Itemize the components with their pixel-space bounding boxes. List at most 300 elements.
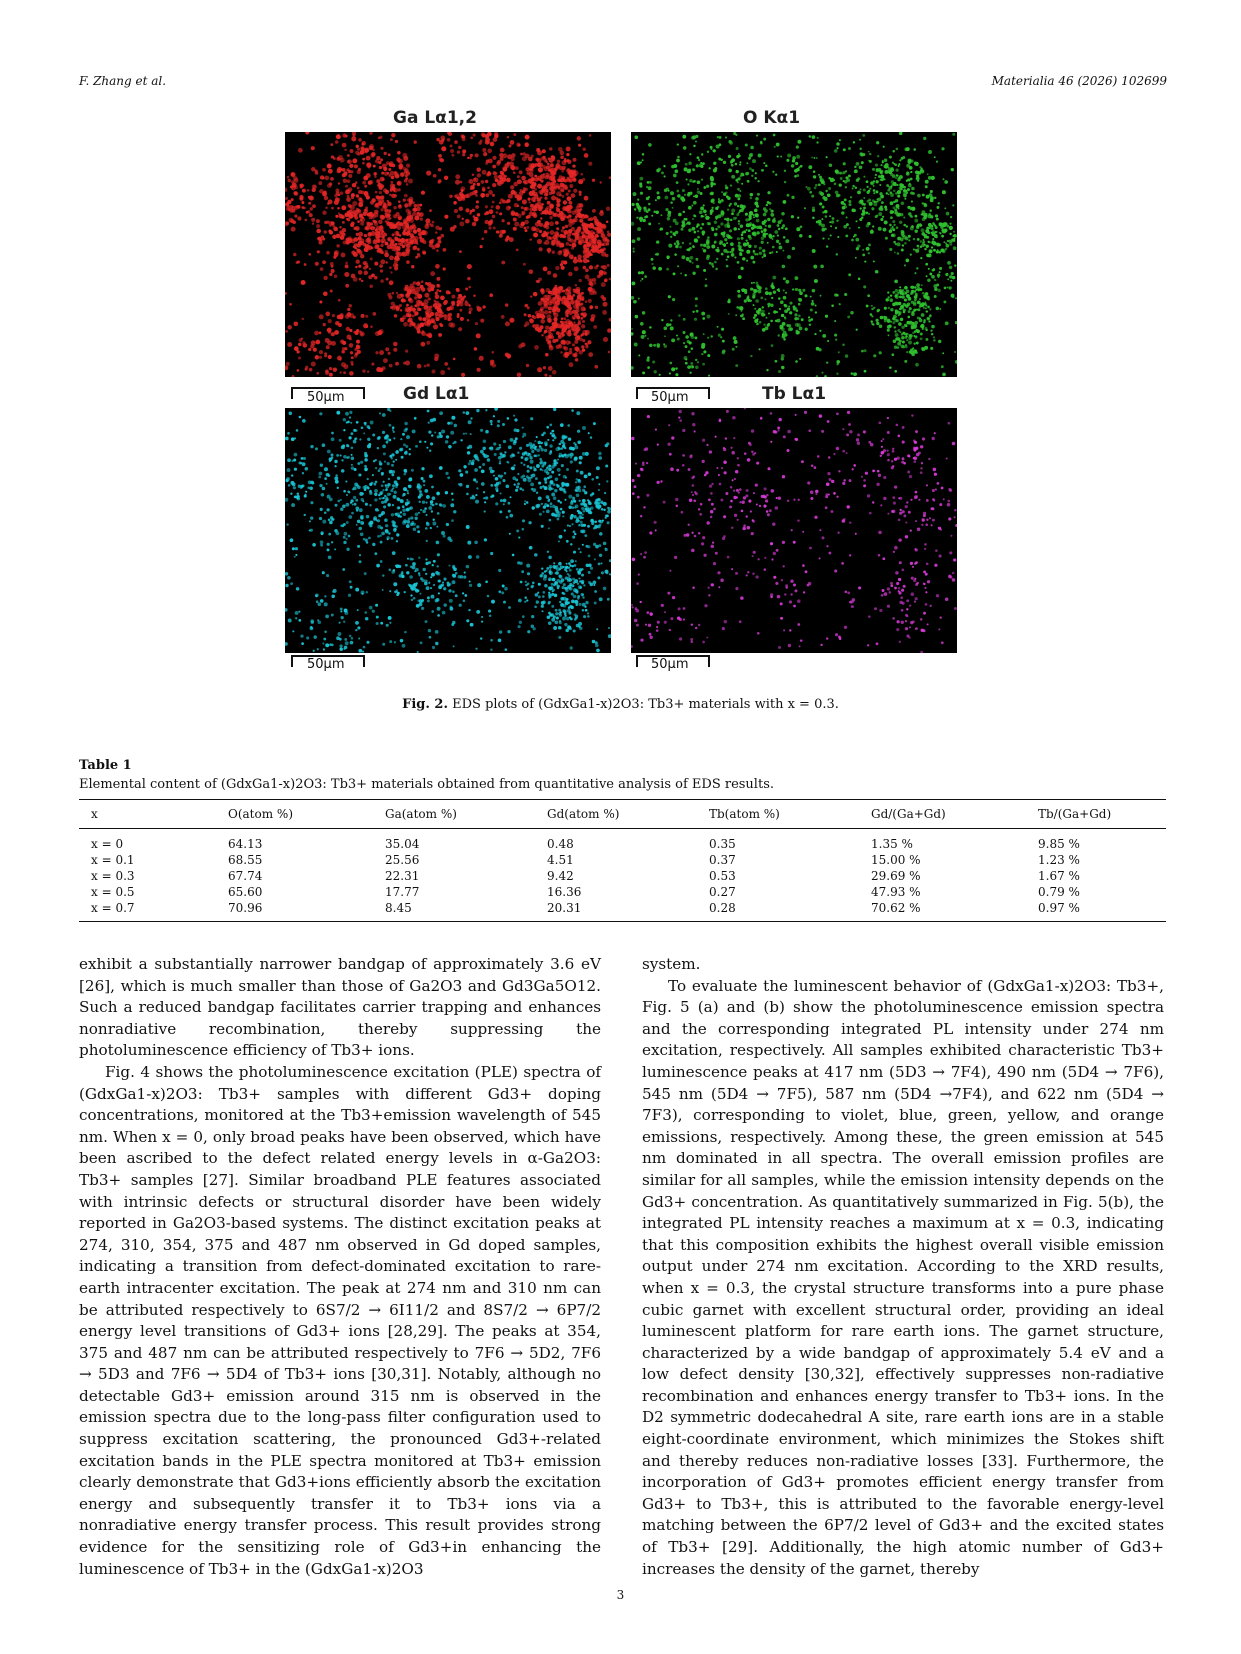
eds-speckle xyxy=(501,315,505,319)
eds-speckle xyxy=(331,265,334,268)
eds-speckle xyxy=(376,156,380,160)
eds-speckle xyxy=(326,345,330,349)
eds-speckle xyxy=(776,251,778,253)
eds-speckle xyxy=(605,238,608,241)
eds-speckle xyxy=(375,191,378,194)
eds-speckle xyxy=(722,235,725,238)
scale-label: 50μm xyxy=(307,390,345,405)
eds-speckle xyxy=(436,284,439,287)
eds-speckle xyxy=(675,231,678,234)
eds-speckle xyxy=(928,176,932,180)
eds-speckle xyxy=(557,178,561,182)
eds-speckle xyxy=(531,155,534,158)
eds-speckle xyxy=(419,308,422,311)
eds-speckle xyxy=(925,307,927,309)
eds-speckle xyxy=(568,290,571,293)
eds-speckle xyxy=(683,331,686,334)
eds-speckle xyxy=(795,276,799,280)
eds-speckle xyxy=(810,296,812,298)
eds-speckle xyxy=(771,297,773,299)
eds-speckle xyxy=(325,369,329,373)
eds-speckle xyxy=(858,227,860,229)
eds-speckle xyxy=(440,158,444,162)
eds-speckle xyxy=(386,216,390,220)
eds-speckle xyxy=(310,344,314,348)
eds-speckle xyxy=(507,136,510,139)
eds-speckle xyxy=(688,228,691,231)
eds-speckle xyxy=(462,137,466,141)
eds-speckle xyxy=(651,258,654,261)
eds-speckle xyxy=(594,282,597,285)
eds-speckle xyxy=(773,291,776,294)
eds-speckle xyxy=(533,233,538,238)
eds-speckle xyxy=(633,192,637,196)
eds-speckle xyxy=(473,177,478,182)
eds-speckle xyxy=(689,260,692,263)
eds-speckle xyxy=(799,234,802,237)
eds-speckle xyxy=(814,187,817,190)
eds-speckle xyxy=(462,149,466,153)
eds-speckle xyxy=(432,221,435,224)
eds-speckle xyxy=(328,319,332,323)
eds-speckle xyxy=(375,331,380,336)
eds-speckle xyxy=(815,305,817,307)
eds-speckle xyxy=(682,222,685,225)
eds-speckle xyxy=(521,206,524,209)
eds-speckle xyxy=(911,200,913,202)
eds-speckle xyxy=(753,316,755,318)
eds-speckle xyxy=(549,344,553,348)
eds-speckle xyxy=(492,194,495,197)
eds-speckle xyxy=(920,337,923,340)
eds-speckle xyxy=(784,181,786,183)
eds-speckle xyxy=(775,360,778,363)
eds-speckle xyxy=(632,239,636,243)
eds-speckle xyxy=(756,205,759,208)
eds-speckle xyxy=(513,171,516,174)
eds-speckle xyxy=(564,321,567,324)
eds-speckle xyxy=(406,226,409,229)
eds-speckle xyxy=(315,171,319,175)
eds-speckle xyxy=(420,217,423,220)
eds-speckle xyxy=(655,211,658,214)
eds-speckle xyxy=(701,215,704,218)
eds-speckle xyxy=(785,280,789,284)
eds-speckle xyxy=(927,279,931,283)
eds-speckle xyxy=(917,238,920,241)
eds-speckle xyxy=(777,234,779,236)
eds-speckle xyxy=(379,166,382,169)
eds-speckle xyxy=(450,149,454,153)
eds-speckle xyxy=(674,253,677,256)
eds-speckle xyxy=(569,238,573,242)
eds-speckle xyxy=(943,178,945,180)
eds-speckle xyxy=(913,248,915,250)
eds-speckle xyxy=(356,208,360,212)
eds-speckle xyxy=(425,282,428,285)
eds-speckle xyxy=(721,253,724,256)
eds-speckle xyxy=(531,315,534,318)
eds-speckle xyxy=(330,143,333,146)
eds-speckle xyxy=(684,167,688,171)
eds-speckle xyxy=(342,133,346,137)
eds-speckle xyxy=(719,136,722,139)
eds-speckle xyxy=(374,176,377,179)
eds-speckle xyxy=(312,222,314,224)
eds-speckle xyxy=(931,241,934,244)
eds-speckle xyxy=(903,235,907,239)
eds-speckle xyxy=(889,230,892,233)
eds-speckle xyxy=(705,284,708,287)
eds-speckle xyxy=(542,234,545,237)
eds-speckle xyxy=(462,153,465,156)
eds-speckle xyxy=(524,500,526,502)
eds-speckle xyxy=(768,225,771,228)
eds-speckle xyxy=(569,362,574,367)
eds-speckle xyxy=(700,165,703,168)
eds-speckle xyxy=(848,174,851,177)
eds-speckle xyxy=(585,236,589,240)
eds-speckle xyxy=(853,236,855,238)
eds-speckle xyxy=(537,197,542,202)
eds-speckle xyxy=(592,179,595,182)
eds-speckle xyxy=(408,203,412,207)
eds-speckle xyxy=(540,325,544,329)
eds-speckle xyxy=(301,280,306,285)
eds-speckle xyxy=(856,220,858,222)
eds-speckle xyxy=(473,215,476,218)
eds-speckle xyxy=(894,208,897,211)
eds-speckle xyxy=(349,580,352,583)
eds-speckle xyxy=(816,157,818,159)
eds-speckle xyxy=(403,322,408,327)
eds-speckle xyxy=(357,186,360,189)
eds-speckle xyxy=(914,295,918,299)
eds-speckle xyxy=(354,331,358,335)
eds-speckle xyxy=(391,306,396,311)
eds-speckle xyxy=(316,340,321,345)
eds-speckle xyxy=(581,345,584,348)
eds-speckle xyxy=(507,222,510,225)
eds-speckle xyxy=(740,225,743,228)
eds-speckle xyxy=(444,317,447,320)
eds-speckle xyxy=(344,272,349,277)
eds-speckle xyxy=(789,311,792,314)
eds-speckle xyxy=(908,310,911,313)
eds-speckle xyxy=(494,175,498,179)
eds-speckle xyxy=(910,178,913,181)
eds-speckle xyxy=(347,179,351,183)
eds-speckle xyxy=(566,153,569,156)
eds-speckle xyxy=(517,205,520,208)
eds-speckle xyxy=(381,172,384,175)
eds-speckle xyxy=(765,164,768,167)
eds-speckle xyxy=(748,235,751,238)
eds-speckle xyxy=(547,340,551,344)
eds-speckle xyxy=(389,194,392,197)
eds-speckle xyxy=(563,206,567,210)
eds-speckle xyxy=(883,228,887,232)
eds-speckle xyxy=(581,324,585,328)
eds-speckle xyxy=(845,234,848,237)
eds-speckle xyxy=(359,199,363,203)
eds-speckle xyxy=(543,187,546,190)
eds-speckle xyxy=(422,317,426,321)
eds-speckle xyxy=(549,221,554,226)
eds-speckle xyxy=(668,211,672,215)
eds-speckle xyxy=(811,157,813,159)
eds-speckle xyxy=(805,294,808,297)
eds-speckle xyxy=(781,227,784,230)
eds-speckle xyxy=(697,190,701,194)
eds-speckle xyxy=(331,269,335,273)
eds-speckle xyxy=(914,272,916,274)
eds-speckle xyxy=(601,282,606,287)
eds-speckle xyxy=(726,218,730,222)
eds-speckle xyxy=(736,306,738,308)
eds-speckle xyxy=(307,210,310,213)
eds-speckle xyxy=(316,224,320,228)
eds-speckle xyxy=(548,211,551,214)
eds-speckle xyxy=(640,322,644,326)
eds-speckle xyxy=(885,208,888,211)
eds-speckle xyxy=(541,180,543,182)
eds-speckle xyxy=(457,315,460,318)
eds-speckle xyxy=(706,240,709,243)
eds-speckle xyxy=(897,195,900,198)
eds-speckle xyxy=(885,170,889,174)
eds-speckle xyxy=(748,229,751,232)
eds-speckle xyxy=(460,186,465,191)
eds-speckle xyxy=(888,193,890,195)
eds-speckle xyxy=(934,279,937,282)
eds-speckle xyxy=(524,313,527,316)
eds-speckle xyxy=(784,304,787,307)
eds-speckle xyxy=(492,201,495,204)
eds-speckle xyxy=(873,354,876,357)
eds-speckle xyxy=(584,153,589,158)
eds-speckle xyxy=(707,151,709,153)
eds-speckle xyxy=(417,228,421,232)
eds-speckle xyxy=(758,225,762,229)
eds-speckle xyxy=(556,298,560,302)
eds-speckle xyxy=(901,157,904,160)
eds-speckle xyxy=(417,253,420,256)
eds-speckle xyxy=(895,295,898,298)
eds-speckle xyxy=(666,232,669,235)
eds-speckle xyxy=(894,330,896,332)
eds-speckle xyxy=(642,311,645,314)
eds-speckle xyxy=(756,219,760,223)
eds-speckle xyxy=(537,178,540,181)
eds-speckle xyxy=(340,231,344,235)
eds-speckle xyxy=(817,137,819,139)
eds-speckle xyxy=(573,219,576,222)
eds-speckle xyxy=(543,366,546,369)
eds-speckle xyxy=(734,256,736,258)
eds-speckle xyxy=(924,204,928,208)
eds-speckle xyxy=(936,218,939,221)
eds-speckle xyxy=(551,242,555,246)
eds-speckle xyxy=(763,162,765,164)
eds-speckle xyxy=(571,257,574,260)
eds-speckle xyxy=(356,340,360,344)
eds-speckle xyxy=(762,249,765,252)
eds-speckle xyxy=(691,347,693,349)
eds-speckle xyxy=(955,360,957,364)
eds-speckle xyxy=(750,300,752,302)
eds-speckle xyxy=(526,226,529,229)
eds-speckle xyxy=(737,198,740,201)
eds-speckle xyxy=(331,155,334,158)
eds-speckle xyxy=(571,247,574,250)
eds-speckle xyxy=(702,162,705,165)
eds-speckle xyxy=(558,336,562,340)
eds-speckle xyxy=(920,303,924,307)
eds-speckle xyxy=(482,187,486,191)
eds-speckle xyxy=(886,192,888,194)
eds-speckle xyxy=(521,212,524,215)
eds-speckle xyxy=(524,324,527,327)
eds-speckle xyxy=(742,257,745,260)
eds-speckle xyxy=(537,367,542,372)
eds-speckle xyxy=(848,147,851,150)
eds-speckle xyxy=(941,365,944,368)
eds-speckle xyxy=(901,249,904,252)
eds-speckle xyxy=(311,362,316,367)
eds-speckle xyxy=(695,194,698,197)
eds-speckle xyxy=(349,205,352,208)
eds-speckle xyxy=(750,288,753,291)
eds-speckle xyxy=(731,212,734,215)
eds-speckle xyxy=(356,260,360,264)
eds-speckle xyxy=(477,213,480,216)
eds-speckle xyxy=(649,344,653,348)
eds-speckle xyxy=(493,226,496,229)
eds-speckle xyxy=(603,337,608,342)
eds-speckle xyxy=(724,238,727,241)
eds-speckle xyxy=(851,239,854,242)
eds-speckle xyxy=(827,340,829,342)
eds-speckle xyxy=(692,311,694,313)
eds-speckle xyxy=(491,205,494,208)
eds-speckle xyxy=(552,250,555,253)
eds-speckle xyxy=(909,166,913,170)
eds-speckle xyxy=(785,227,788,230)
eds-speckle xyxy=(426,341,430,345)
eds-speckle xyxy=(405,349,408,352)
eds-speckle xyxy=(659,374,661,376)
eds-speckle xyxy=(883,178,885,180)
eds-speckle xyxy=(393,342,397,346)
eds-speckle xyxy=(357,520,361,524)
eds-speckle xyxy=(876,322,879,325)
eds-speckle xyxy=(405,288,408,291)
eds-speckle xyxy=(775,320,778,323)
eds-speckle xyxy=(396,306,399,309)
eds-speckle xyxy=(311,146,315,150)
eds-speckle xyxy=(897,337,900,340)
eds-speckle xyxy=(559,166,564,171)
eds-speckle xyxy=(836,253,838,255)
eds-speckle xyxy=(367,246,370,249)
eds-speckle xyxy=(783,289,785,291)
eds-speckle xyxy=(756,231,759,234)
eds-speckle xyxy=(370,326,372,328)
eds-speckle xyxy=(799,327,803,331)
eds-speckle xyxy=(870,313,873,316)
eds-speckle xyxy=(765,287,768,290)
eds-speckle xyxy=(649,181,652,184)
eds-speckle xyxy=(757,289,761,293)
eds-speckle xyxy=(834,334,837,337)
eds-speckle xyxy=(850,196,852,198)
eds-speckle xyxy=(781,366,784,369)
eds-speckle xyxy=(341,253,346,258)
eds-speckle xyxy=(934,197,936,199)
eds-speckle xyxy=(913,342,915,344)
eds-speckle xyxy=(568,320,572,324)
eds-speckle xyxy=(637,198,639,200)
eds-speckle xyxy=(769,208,771,210)
eds-speckle xyxy=(752,295,755,298)
eds-speckle xyxy=(566,193,569,196)
eds-speckle xyxy=(692,218,694,220)
eds-speckle xyxy=(751,175,753,177)
eds-speckle xyxy=(781,354,785,358)
eds-speckle xyxy=(861,161,864,164)
eds-speckle xyxy=(904,324,907,327)
eds-speckle xyxy=(525,135,530,140)
eds-speckle xyxy=(676,190,679,193)
eds-speckle xyxy=(331,221,335,225)
eds-speckle xyxy=(388,352,391,355)
eds-speckle xyxy=(355,151,359,155)
eds-speckle xyxy=(416,212,421,217)
eds-speckle xyxy=(949,223,951,225)
eds-speckle xyxy=(846,223,849,226)
eds-speckle xyxy=(925,185,928,188)
eds-speckle xyxy=(711,198,715,202)
eds-speckle xyxy=(773,235,775,237)
eds-speckle xyxy=(746,229,748,231)
eds-speckle xyxy=(696,164,699,167)
eds-speckle xyxy=(695,366,699,370)
eds-speckle xyxy=(938,340,941,343)
eds-speckle xyxy=(427,323,430,326)
eds-speckle xyxy=(285,330,288,333)
eds-speckle xyxy=(955,297,957,299)
eds-speckle xyxy=(705,214,707,216)
eds-speckle xyxy=(914,286,917,289)
eds-speckle xyxy=(653,211,656,214)
eds-speckle xyxy=(837,236,839,238)
eds-speckle xyxy=(369,284,373,288)
eds-speckle xyxy=(434,357,438,361)
eds-speckle xyxy=(857,191,861,195)
eds-speckle xyxy=(720,222,723,225)
eds-speckle xyxy=(482,170,487,175)
eds-speckle xyxy=(582,314,585,317)
eds-speckle xyxy=(366,195,370,199)
eds-speckle xyxy=(505,321,510,326)
eds-speckle xyxy=(347,308,350,311)
eds-speckle xyxy=(405,293,410,298)
eds-speckle xyxy=(608,627,610,629)
eds-speckle xyxy=(582,320,585,323)
eds-speckle xyxy=(762,256,764,258)
eds-speckle xyxy=(446,307,450,311)
